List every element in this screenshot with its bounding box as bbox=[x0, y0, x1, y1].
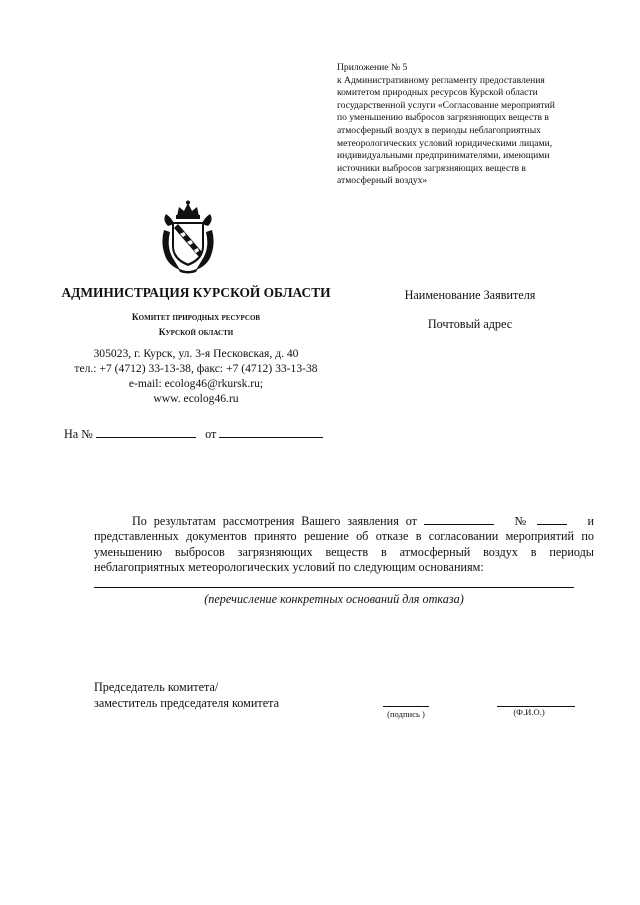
appendix-line: атмосферный воздух» bbox=[337, 175, 428, 187]
reference-number-blank[interactable] bbox=[96, 426, 196, 438]
organization-title: АДМИНИСТРАЦИЯ КУРСКОЙ ОБЛАСТИ bbox=[61, 285, 331, 300]
appendix-line: атмосферный воздух в периоды неблагоприятных bbox=[337, 124, 541, 136]
application-number-blank[interactable] bbox=[537, 513, 567, 525]
committee-line: Комитет природных ресурсов bbox=[131, 313, 261, 323]
application-date-blank[interactable] bbox=[424, 513, 494, 525]
reference-line bbox=[64, 426, 323, 442]
reference-date-blank[interactable] bbox=[219, 426, 323, 438]
appendix-line: к Административному регламенту предоставления bbox=[337, 74, 545, 86]
phone-text: тел.: +7 (4712) 33-13-38, факс: +7 (4712) 33-13-38 bbox=[74, 362, 318, 375]
reasons-blank-line[interactable] bbox=[94, 587, 574, 588]
appendix-line: метеорологических условий юридическими лицами, bbox=[337, 137, 553, 149]
signer-title bbox=[94, 680, 279, 711]
website-text: www. ecolog46.ru bbox=[153, 392, 239, 405]
body-text-start: По результатам рассмотрения Вашего заявления от bbox=[132, 514, 417, 528]
committee-line: Курской области bbox=[158, 328, 234, 338]
appendix-line: индивидуальными предпринимателями, имеющими bbox=[337, 150, 550, 162]
organization-contacts bbox=[60, 346, 332, 406]
reference-date-label: от bbox=[205, 427, 217, 441]
committee-name bbox=[60, 311, 332, 341]
appendix-line: по уменьшению выбросов загрязняющих веществ в bbox=[337, 112, 549, 124]
appendix-note bbox=[337, 62, 617, 188]
body-text-main: представленных документов принято решение об отказе в согласовании мероприятий по уменьшению выбросов загрязняющих веществ в атмосферный воздух в периоды неблагоприятных метеорологических условий по следующим основаниям: bbox=[94, 529, 594, 574]
appendix-line: комитетом природных ресурсов Курской области bbox=[337, 87, 538, 99]
signer-title-line: Председатель комитета/ bbox=[94, 680, 219, 694]
appendix-line: Приложение № 5 bbox=[337, 62, 408, 73]
reference-number-label: На № bbox=[64, 427, 93, 441]
full-name-caption: (Ф.И.О.) bbox=[513, 707, 545, 717]
decision-paragraph bbox=[94, 513, 594, 575]
applicant-name: Наименование Заявителя bbox=[404, 288, 536, 302]
coat-of-arms-icon bbox=[158, 200, 218, 274]
signature-blank-line[interactable] bbox=[383, 706, 429, 707]
postal-address: Почтовый адрес bbox=[427, 317, 513, 331]
address-text: 305023, г. Курск, ул. 3-я Песковская, д. 40 bbox=[93, 347, 299, 360]
body-conjunction: и bbox=[587, 514, 595, 528]
appendix-line: источники выбросов загрязняющих веществ в bbox=[337, 162, 526, 174]
appendix-line: государственной услуги «Согласование мероприятий bbox=[337, 99, 555, 111]
signer-title-line: заместитель председателя комитета bbox=[94, 695, 279, 710]
email-text: e-mail: ecolog46@rkursk.ru; bbox=[128, 377, 264, 390]
signature-caption: (подпись ) bbox=[387, 709, 425, 719]
body-number-sign: № bbox=[514, 514, 530, 528]
reasons-caption: (перечисление конкретных оснований для отказа) bbox=[204, 592, 464, 606]
